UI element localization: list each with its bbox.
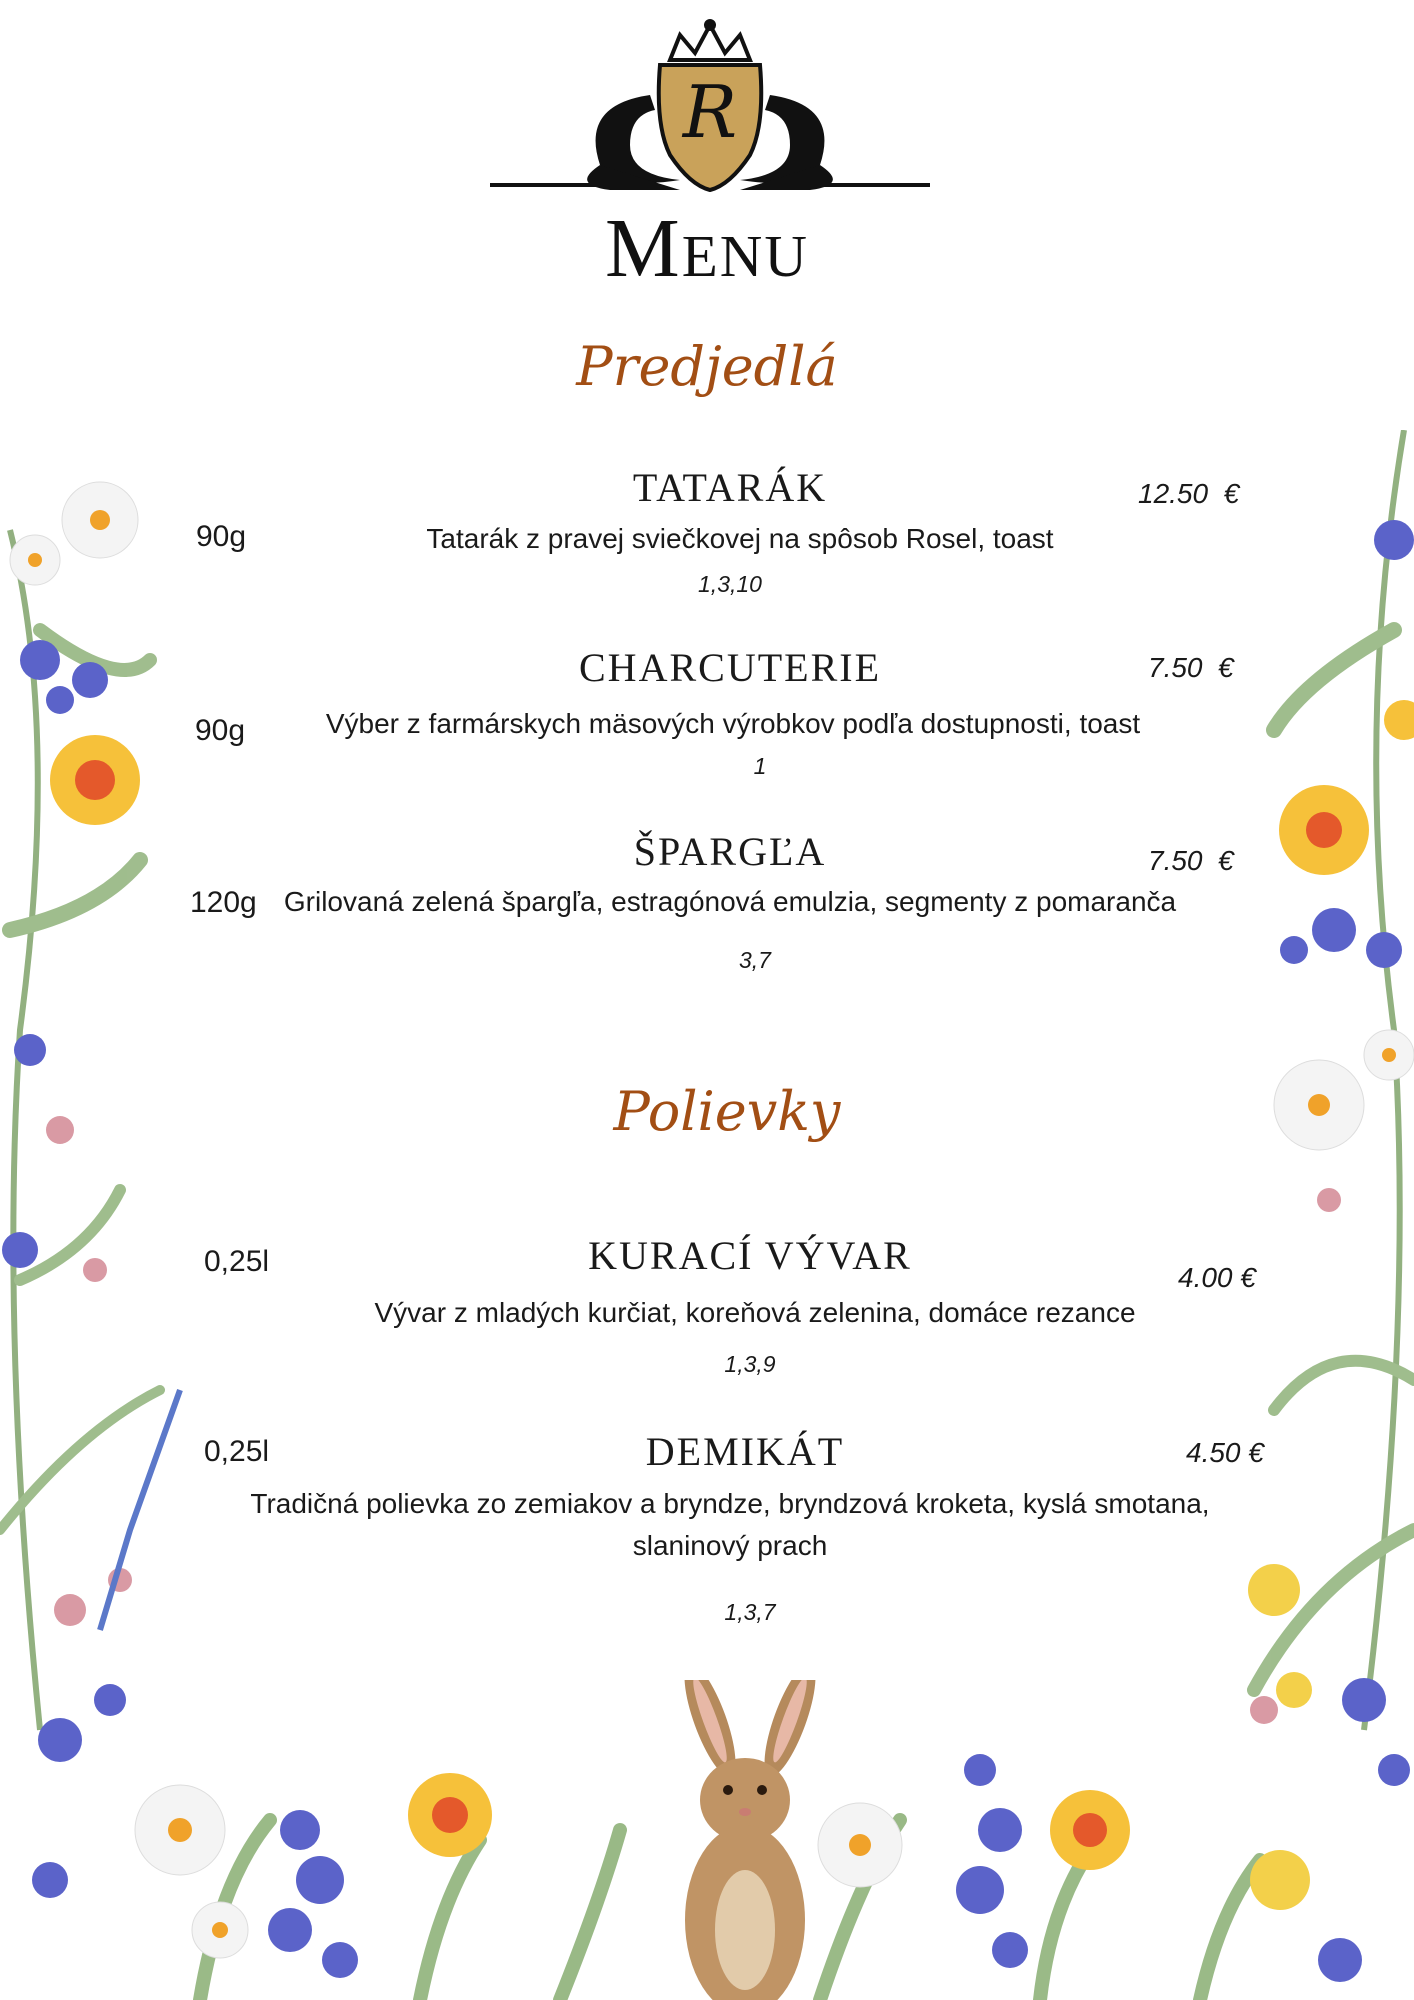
dish-price: 4.50 € [1186, 1437, 1264, 1468]
daisy-icon [10, 482, 138, 585]
crown-icon [670, 21, 750, 60]
section-title-soups: Polievky [613, 1080, 841, 1143]
dish-allergens: 1,3,10 [698, 571, 762, 597]
daffodil-icon [50, 735, 140, 825]
dish-description-line-2: slaninový prach [632, 1530, 828, 1561]
dish-weight: 90g [195, 714, 246, 747]
dish-price: 12.50 € [1138, 478, 1240, 509]
dish-price: 7.50 € [1148, 652, 1234, 683]
dish-allergens: 1,3,7 [724, 1599, 776, 1625]
dish-name: DEMIKÁT [645, 1429, 845, 1474]
dish-price: 7.50 € [1148, 845, 1234, 876]
dish-name: CHARCUTERIE [579, 645, 881, 690]
dish-description: Vývar z mladých kurčiat, koreňová zelenina, domáce rezance [374, 1297, 1136, 1328]
dish-weight: 120g [190, 886, 257, 919]
dish-description: Výber z farmárskych mäsových výrobkov podľa dostupnosti, toast [325, 708, 1141, 739]
menu-title: Menu [605, 202, 809, 295]
dish-name: ŠPARGĽA [633, 829, 827, 874]
dish-weight: 0,25l [204, 1245, 270, 1278]
floral-border-bottom [0, 1680, 1414, 2000]
daffodil-icon [1279, 700, 1414, 875]
dish-description-line-1: Tradičná polievka zo zemiakov a bryndze, bryndzová kroketa, kyslá smotana, [250, 1488, 1210, 1519]
dish-allergens: 1 [753, 753, 767, 779]
dish-allergens: 1,3,9 [724, 1351, 776, 1377]
bunny-icon [674, 1680, 825, 2000]
dish-weight: 0,25l [204, 1435, 270, 1468]
dish-price: 4.00 € [1178, 1262, 1256, 1293]
dish-name: TATARÁK [632, 465, 828, 510]
dish-weight: 90g [196, 520, 247, 553]
dish-name: KURACÍ VÝVAR [588, 1233, 912, 1278]
dish-description: Tatarák z pravej sviečkovej na spôsob Rosel, toast [426, 523, 1054, 554]
section-title-appetizers: Predjedlá [576, 335, 838, 398]
dish-allergens: 3,7 [739, 947, 771, 973]
dish-description: Grilovaná zelená špargľa, estragónová emulzia, segmenty z pomaranča [283, 886, 1177, 917]
logo-letter: R [682, 70, 738, 154]
